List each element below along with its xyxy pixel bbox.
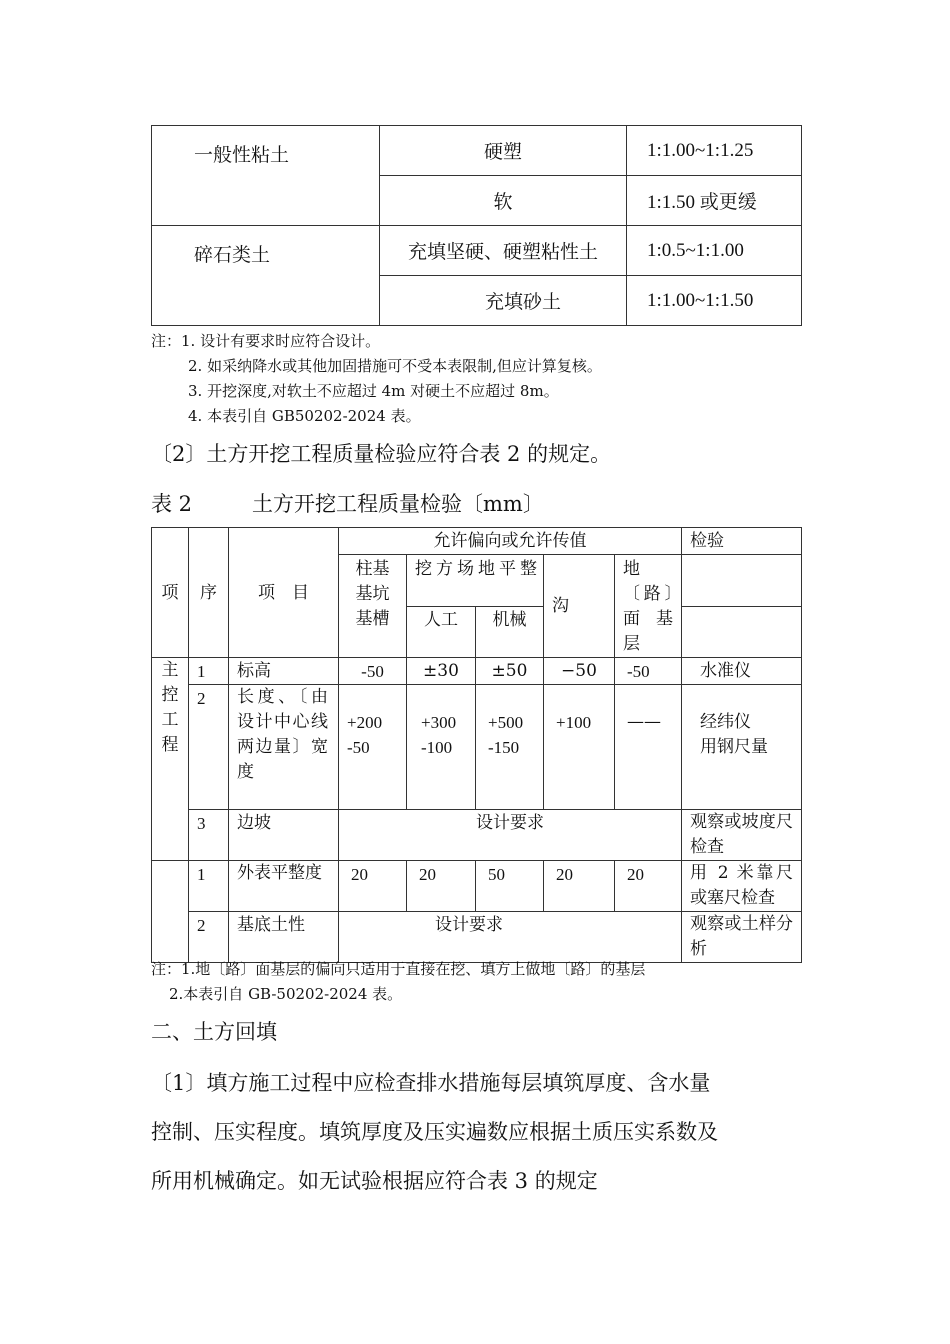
value-cell: ±50 bbox=[476, 658, 544, 685]
header-xu: 序 bbox=[189, 528, 229, 658]
inspection-cell: 经纬仪 用钢尺量 bbox=[682, 685, 802, 810]
value-cell: -50 bbox=[615, 658, 682, 685]
slope-ratio-cell: 1:1.00~1:1.25 bbox=[627, 126, 802, 176]
header-pit: 柱基基坑基槽 bbox=[339, 555, 407, 658]
soil-type-cell: 碎石类土 bbox=[152, 226, 380, 326]
paragraph-line: 〔1〕填方施工过程中应检查排水措施每层填筑厚度、含水量 bbox=[151, 1071, 711, 1095]
table-caption-label: 表 2 bbox=[151, 492, 193, 516]
soil-state-cell: 充填坚硬、硬塑粘性土 bbox=[380, 226, 627, 276]
row-item: 长度、〔由设计中心线两边量〕宽度 bbox=[229, 685, 339, 810]
merged-requirement-cell: 设计要求 bbox=[339, 912, 682, 963]
soil-state-cell: 硬塑 bbox=[380, 126, 627, 176]
header-machine: 机械 bbox=[476, 606, 544, 658]
excavation-quality-table bbox=[151, 527, 802, 963]
soil-state-cell: 充填砂土 bbox=[380, 276, 627, 326]
value-cell: +200 -50 bbox=[339, 685, 407, 810]
general-label-cell bbox=[152, 861, 189, 963]
value-cell: −50 bbox=[544, 658, 615, 685]
row-no: 2 bbox=[189, 912, 229, 963]
header-xiang: 项 bbox=[152, 528, 189, 658]
table-caption: 土方开挖工程质量检验〔mm〕 bbox=[252, 492, 544, 516]
value-cell: —— bbox=[615, 685, 682, 810]
slope-ratio-cell: 1:1.50 或更缓 bbox=[627, 176, 802, 226]
row-item: 边坡 bbox=[229, 810, 339, 861]
empty-cell bbox=[682, 606, 802, 658]
table-note: 3. 开挖深度,对软土不应超过 4m 对硬土不应超过 8m。 bbox=[188, 382, 559, 400]
header-site-leveling: 挖方场地平整 bbox=[407, 555, 544, 607]
slope-table bbox=[151, 125, 802, 326]
slope-ratio-cell: 1:0.5~1:1.00 bbox=[627, 226, 802, 276]
value-cell: -50 bbox=[339, 658, 407, 685]
inspection-cell: 观察或土样分析 bbox=[682, 912, 802, 963]
row-no: 2 bbox=[189, 685, 229, 810]
inspection-cell: 水准仪 bbox=[682, 658, 802, 685]
value-cell: 20 bbox=[615, 861, 682, 912]
inspection-cell: 用 2 米靠尺或塞尺检查 bbox=[682, 861, 802, 912]
value-cell: 20 bbox=[339, 861, 407, 912]
value-cell: 50 bbox=[476, 861, 544, 912]
paragraph: 〔2〕土方开挖工程质量检验应符合表 2 的规定。 bbox=[151, 442, 612, 466]
value-cell: +300 -100 bbox=[407, 685, 476, 810]
paragraph-line: 所用机械确定。如无试验根据应符合表 3 的规定 bbox=[151, 1169, 598, 1193]
row-item: 标高 bbox=[229, 658, 339, 685]
header-ground-base: 地〔路〕面基层 bbox=[615, 555, 682, 658]
section-heading: 二、土方回填 bbox=[151, 1020, 277, 1044]
inspection-cell: 观察或坡度尺检查 bbox=[682, 810, 802, 861]
row-item: 基底土性 bbox=[229, 912, 339, 963]
paragraph-line: 控制、压实程度。填筑厚度及压实遍数应根据土质压实系数及 bbox=[151, 1120, 718, 1144]
merged-requirement-cell: 设计要求 bbox=[339, 810, 682, 861]
slope-ratio-cell: 1:1.00~1:1.50 bbox=[627, 276, 802, 326]
empty-cell bbox=[682, 555, 802, 607]
header-item: 项 目 bbox=[229, 528, 339, 658]
row-no: 1 bbox=[189, 861, 229, 912]
table-note: 注：1. 设计有要求时应符合设计。 bbox=[151, 332, 381, 350]
row-no: 1 bbox=[189, 658, 229, 685]
row-item: 外表平整度 bbox=[229, 861, 339, 912]
value-cell: 20 bbox=[544, 861, 615, 912]
table-note: 4. 本表引自 GB50202-2024 表。 bbox=[188, 407, 421, 425]
header-ditch: 沟 bbox=[544, 555, 615, 658]
value-cell: +500 -150 bbox=[476, 685, 544, 810]
value-cell: +100 bbox=[544, 685, 615, 810]
value-cell: ±30 bbox=[407, 658, 476, 685]
value-cell: 20 bbox=[407, 861, 476, 912]
main-control-label: 主控工程 bbox=[152, 658, 189, 861]
header-manual: 人工 bbox=[407, 606, 476, 658]
soil-state-cell: 软 bbox=[380, 176, 627, 226]
table-note: 2. 如采纳降水或其他加固措施可不受本表限制,但应计算复核。 bbox=[188, 357, 602, 375]
row-no: 3 bbox=[189, 810, 229, 861]
header-inspection: 检验 bbox=[682, 528, 802, 555]
table-note: 2.本表引自 GB-50202-2024 表。 bbox=[169, 985, 403, 1003]
soil-type-cell: 一般性粘土 bbox=[152, 126, 380, 226]
table-note: 注：1.地〔路〕面基层的偏向只适用于直接在挖、填方上做地〔路〕的基层 bbox=[151, 960, 646, 978]
header-allowed-deviation: 允许偏向或允许传值 bbox=[339, 528, 682, 555]
